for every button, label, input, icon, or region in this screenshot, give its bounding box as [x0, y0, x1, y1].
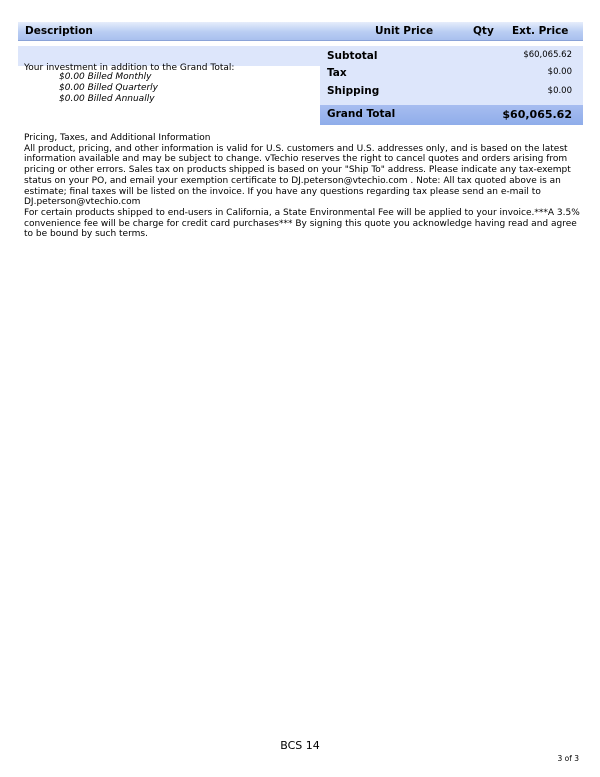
- column-header-description: Description: [25, 25, 93, 37]
- shipping-label: Shipping: [327, 85, 380, 97]
- subtotal-label: Subtotal: [327, 50, 378, 62]
- terms-paragraph-fees: For certain products shipped to end-users in California, a State Environmental Fee will be applied to your invoice.***A 3.5% convenience fee will be charge for credit card purchases*** By signing this quote you acknowledge having read and agree to be bound by such terms.: [24, 207, 580, 240]
- footer-title: BCS 14: [280, 739, 320, 752]
- investment-intro: Your investment in addition to the Grand Total:: [24, 63, 235, 73]
- grand-total-value: $60,065.62: [502, 108, 572, 121]
- billed-annually: $0.00 Billed Annually: [59, 94, 155, 104]
- column-header-unit-price: Unit Price: [375, 25, 434, 37]
- billed-quarterly: $0.00 Billed Quarterly: [59, 83, 159, 93]
- grand-total-row: [320, 105, 583, 125]
- tax-label: Tax: [327, 67, 347, 79]
- column-header-qty: Qty: [473, 25, 494, 37]
- subtotal-value: $60,065.62: [523, 50, 572, 60]
- page-number: 3 of 3: [557, 754, 579, 763]
- table-header: [18, 22, 583, 41]
- terms-heading: Pricing, Taxes, and Additional Information: [24, 133, 211, 143]
- column-header-ext-price: Ext. Price: [512, 25, 569, 37]
- billed-monthly: $0.00 Billed Monthly: [59, 72, 152, 82]
- grand-total-label: Grand Total: [327, 108, 396, 120]
- tax-value: $0.00: [547, 67, 572, 77]
- terms-section: [24, 133, 580, 240]
- terms-paragraph-pricing: All product, pricing, and other information is valid for U.S. customers and U.S. addresses only, and is based on the latest information available and may be subject to change. vTechio reserves the right to cancel quotes and orders arising from pricing or other errors. Sales tax on products shipped is based on your "Ship To" address. Please indicate any tax-exempt status on your PO, and email your exemption certificate to DJ.peterson@vtechio.com . Note: All tax quoted above is an estimate; final taxes will be listed on the invoice. If you have any questions regarding tax please send an e-mail to DJ.peterson@vtechio.com: [24, 143, 571, 208]
- shipping-value: $0.00: [547, 86, 572, 96]
